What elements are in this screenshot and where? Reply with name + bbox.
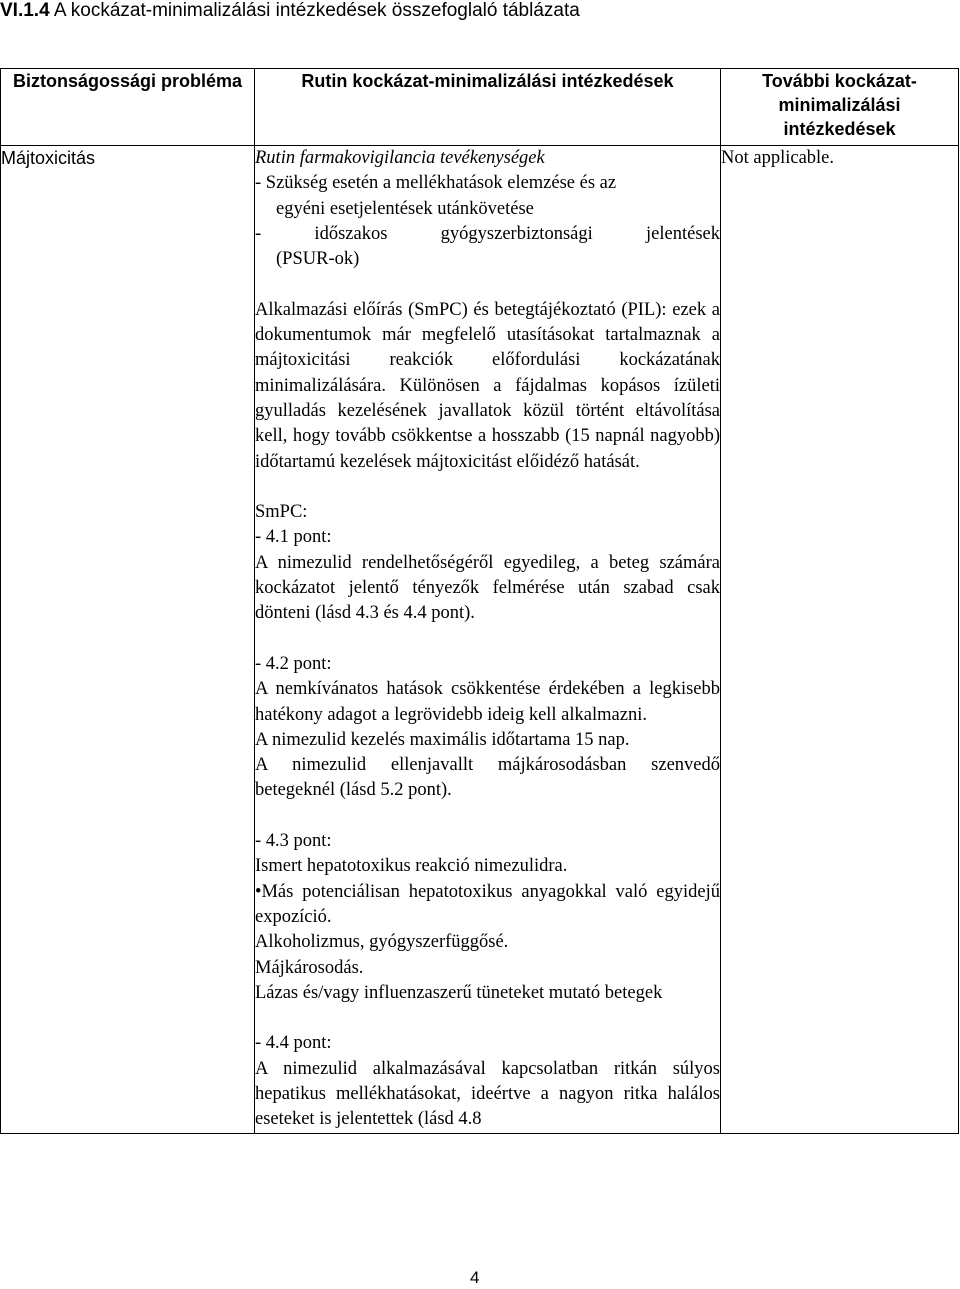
section-4-3-line-5: Lázas és/vagy influenzaszerű tüneteket mutató betegek [255, 982, 663, 1003]
table-header-row [1, 69, 959, 146]
section-4-3-line-1: Ismert hepatotoxikus reakció nimezulidra. [255, 856, 568, 877]
section-4-2-label: - 4.2 pont: [255, 653, 332, 674]
pv-heading: Rutin farmakovigilancia tevékenységek [255, 148, 545, 168]
section-title [0, 0, 580, 26]
section-4-2-block [255, 652, 720, 804]
pv-item-2: - időszakos gyógyszerbiztonsági jelentések [255, 223, 720, 244]
safety-concern-cell: Májtoxicitás [1, 146, 255, 1134]
pv-item-1: - Szükség esetén a mellékhatások elemzése és az [255, 173, 617, 194]
section-4-1-label: - 4.1 pont: [255, 527, 332, 548]
section-4-1-text: A nimezulid rendelhetőségéről egyedileg, a beteg számára kockázatot jelentő tényezők felmérése után szabad csak dönteni (lásd 4.3 és 4.4 pont). [255, 552, 720, 624]
pv-item-1-cont: egyéni esetjelentések utánkövetése [276, 198, 534, 219]
routine-measures-cell [255, 146, 721, 1134]
risk-minimisation-table [0, 68, 959, 1134]
pv-activities-block [255, 146, 720, 272]
pv-item-2-cont: (PSUR-ok) [276, 249, 360, 270]
section-number: VI.1.4 [0, 0, 50, 21]
page-number: 4 [470, 1268, 480, 1287]
section-4-4-label: - 4.4 pont: [255, 1033, 332, 1054]
section-title-text: A kockázat-minimalizálási intézkedések összefoglaló táblázata [53, 0, 580, 21]
section-4-4-text: A nimezulid alkalmazásával kapcsolatban ritkán súlyos hepatikus mellékhatásokat, ideértve a nagyon ritka halálos eseteket is jelentettek (lásd 4.8 [255, 1058, 720, 1130]
header-safety-concern: Biztonságossági probléma [1, 69, 255, 146]
header-routine-measures: Rutin kockázat-minimalizálási intézkedések [255, 69, 721, 146]
section-4-3-line-4: Májkárosodás. [255, 957, 364, 978]
header-additional-measures: További kockázat-minimalizálási intézkedések [721, 69, 959, 146]
section-4-3-label: - 4.3 pont: [255, 831, 332, 852]
smpc-pil-paragraph: Alkalmazási előírás (SmPC) és betegtájékoztató (PIL): ezek a dokumentumok már megfelelő utasításokat tartalmaznak a májtoxicitási reakciók előfordulási kockázatának minimalizálására. Különösen a fájdalmas kopásos ízületi gyulladás kezelésének javallatok közül történt eltávolítása kell, hogy tovább csökkentse a hosszabb (15 napnál nagyobb) időtartamú kezelések májtoxicitást előidéző hatását. [255, 299, 720, 472]
section-4-3-line-3: Alkoholizmus, gyógyszerfüggősé. [255, 932, 509, 953]
section-4-2-text-3: A nimezulid ellenjavallt májkárosodásban szenvedő betegeknél (lásd 5.2 pont). [255, 755, 720, 801]
smpc-label: SmPC: [255, 502, 308, 523]
section-4-1-block [255, 500, 720, 626]
additional-measures-cell: Not applicable. [721, 146, 959, 1134]
section-4-2-text-2: A nimezulid kezelés maximális időtartama 15 nap. [255, 729, 630, 750]
section-4-3-block [255, 829, 720, 1006]
section-4-3-line-2: •Más potenciálisan hepatotoxikus anyagokkal való egyidejű expozíció. [255, 881, 720, 927]
section-4-2-text-1: A nemkívánatos hatások csökkentése érdekében a legkisebb hatékony adagot a legrövidebb ideig kell alkalmazni. [255, 679, 720, 725]
table-row [1, 146, 959, 1134]
section-4-4-block [255, 1031, 720, 1132]
